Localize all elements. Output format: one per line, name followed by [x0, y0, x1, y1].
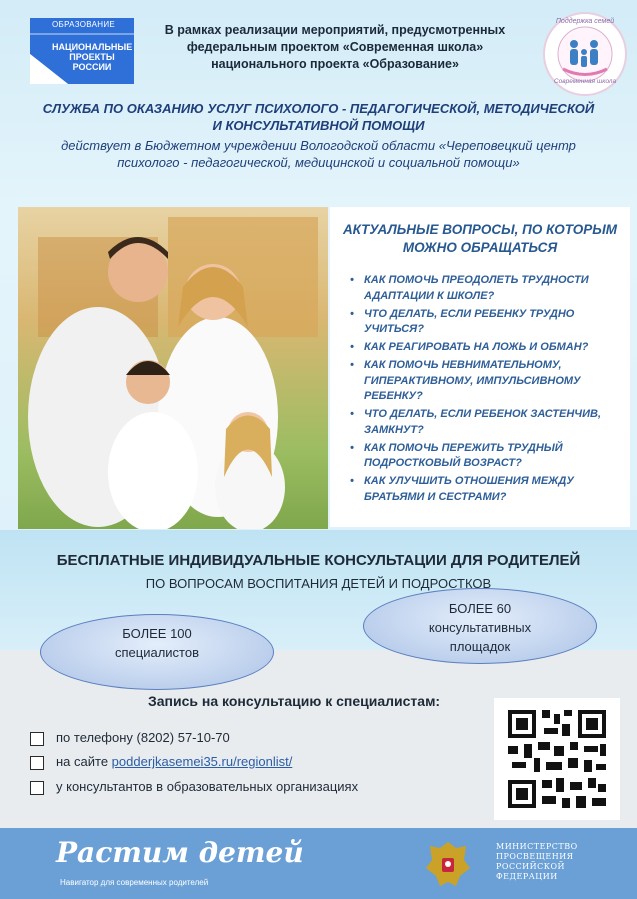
intro-text: В рамках реализации мероприятий, предусмотренных федеральным проектом «Современная школа» национального проекта «Образование»	[164, 23, 506, 71]
questions-list	[350, 273, 620, 508]
qr-code[interactable]	[494, 698, 620, 820]
ministry-name: МИНИСТЕРСТВО ПРОСВЕЩЕНИЯ РОССИЙСКОЙ ФЕДЕРАЦИИ	[496, 842, 578, 881]
consult-subtitle: ПО ВОПРОСАМ ВОСПИТАНИЯ ДЕТЕЙ И ПОДРОСТКОВ	[145, 576, 492, 591]
question-item: • ЧТО ДЕЛАТЬ, ЕСЛИ РЕБЕНКУ ТРУДНО УЧИТЬСЯ?	[350, 307, 620, 338]
checkbox-icon	[30, 732, 44, 746]
phone-text: по телефону (8202) 57-10-70	[56, 730, 230, 745]
national-projects-logo	[22, 14, 142, 88]
logo-label-main: НАЦИОНАЛЬНЫЕ ПРОЕКТЫ РОССИИ	[52, 42, 133, 72]
checkbox-icon	[30, 781, 44, 795]
family-support-badge	[543, 12, 627, 96]
stat-sites-label-1: консультативных	[428, 620, 532, 635]
brand-logo: Растим детей	[56, 836, 304, 869]
family-illustration	[18, 207, 328, 529]
question-item: • КАК ПОМОЧЬ ПРЕОДОЛЕТЬ ТРУДНОСТИ АДАПТАЦИИ К ШКОЛЕ?	[350, 273, 620, 304]
consult-title: БЕСПЛАТНЫЕ ИНДИВИДУАЛЬНЫЕ КОНСУЛЬТАЦИИ ДЛЯ РОДИТЕЛЕЙ	[56, 552, 581, 569]
stat-sites	[363, 588, 597, 664]
question-item: • КАК ПОМОЧЬ ПЕРЕЖИТЬ ТРУДНЫЙ ПОДРОСТКОВЫЙ ВОЗРАСТ?	[350, 441, 620, 472]
checkbox-icon	[30, 756, 44, 770]
stat-sites-count: БОЛЕЕ 60	[448, 601, 512, 616]
question-item: • КАК ПОМОЧЬ НЕВНИМАТЕЛЬНОМУ, ГИПЕРАКТИВНОМУ, ИМПУЛЬСИВНОМУ РЕБЕНКУ?	[350, 358, 620, 405]
stat-specialists-count: БОЛЕЕ 100	[122, 626, 192, 641]
questions-panel	[330, 207, 630, 527]
service-title: СЛУЖБА ПО ОКАЗАНИЮ УСЛУГ ПСИХОЛОГО - ПЕДАГОГИЧЕСКОЙ, МЕТОДИЧЕСКОЙ И КОНСУЛЬТАТИВНОЙ ПОМОЩИ	[42, 101, 595, 133]
qr-code-graphic	[494, 698, 620, 820]
footer	[0, 828, 637, 899]
registration-title: Запись на консультацию к специалистам:	[148, 693, 441, 709]
question-item: • ЧТО ДЕЛАТЬ, ЕСЛИ РЕБЕНОК ЗАСТЕНЧИВ, ЗАМКНУТ?	[350, 407, 620, 438]
brand-tagline: Навигатор для современных родителей	[60, 878, 209, 887]
consultants-text: у консультантов в образовательных организациях	[56, 779, 359, 794]
stat-specialists-label: специалистов	[115, 645, 199, 660]
coat-of-arms-emblem-icon	[420, 836, 476, 892]
service-subtitle: действует в Бюджетном учреждении Вологодской области «Череповецкий центр психолого - педагогической, медицинской и социальной помощи»	[61, 138, 576, 170]
site-link[interactable]: podderjkasemei35.ru/regionlist/	[111, 754, 293, 769]
site-text	[56, 754, 292, 769]
emblem-shape	[420, 836, 476, 892]
family-photo	[18, 207, 328, 529]
site-prefix: на сайте	[56, 754, 112, 769]
stat-sites-label-2: площадок	[449, 639, 511, 654]
stat-specialists	[40, 614, 274, 690]
badge-text-bottom: Современная школа	[553, 78, 617, 85]
logo-label-small: ОБРАЗОВАНИЕ	[52, 20, 116, 29]
questions-title: АКТУАЛЬНЫЕ ВОПРОСЫ, ПО КОТОРЫМ МОЖНО ОБРАЩАТЬСЯ	[342, 222, 618, 255]
badge-text-top: Поддержка семей	[555, 18, 615, 25]
question-item: • КАК РЕАГИРОВАТЬ НА ЛОЖЬ И ОБМАН?	[350, 340, 620, 356]
question-item: • КАК УЛУЧШИТЬ ОТНОШЕНИЯ МЕЖДУ БРАТЬЯМИ И СЕСТРАМИ?	[350, 474, 620, 505]
